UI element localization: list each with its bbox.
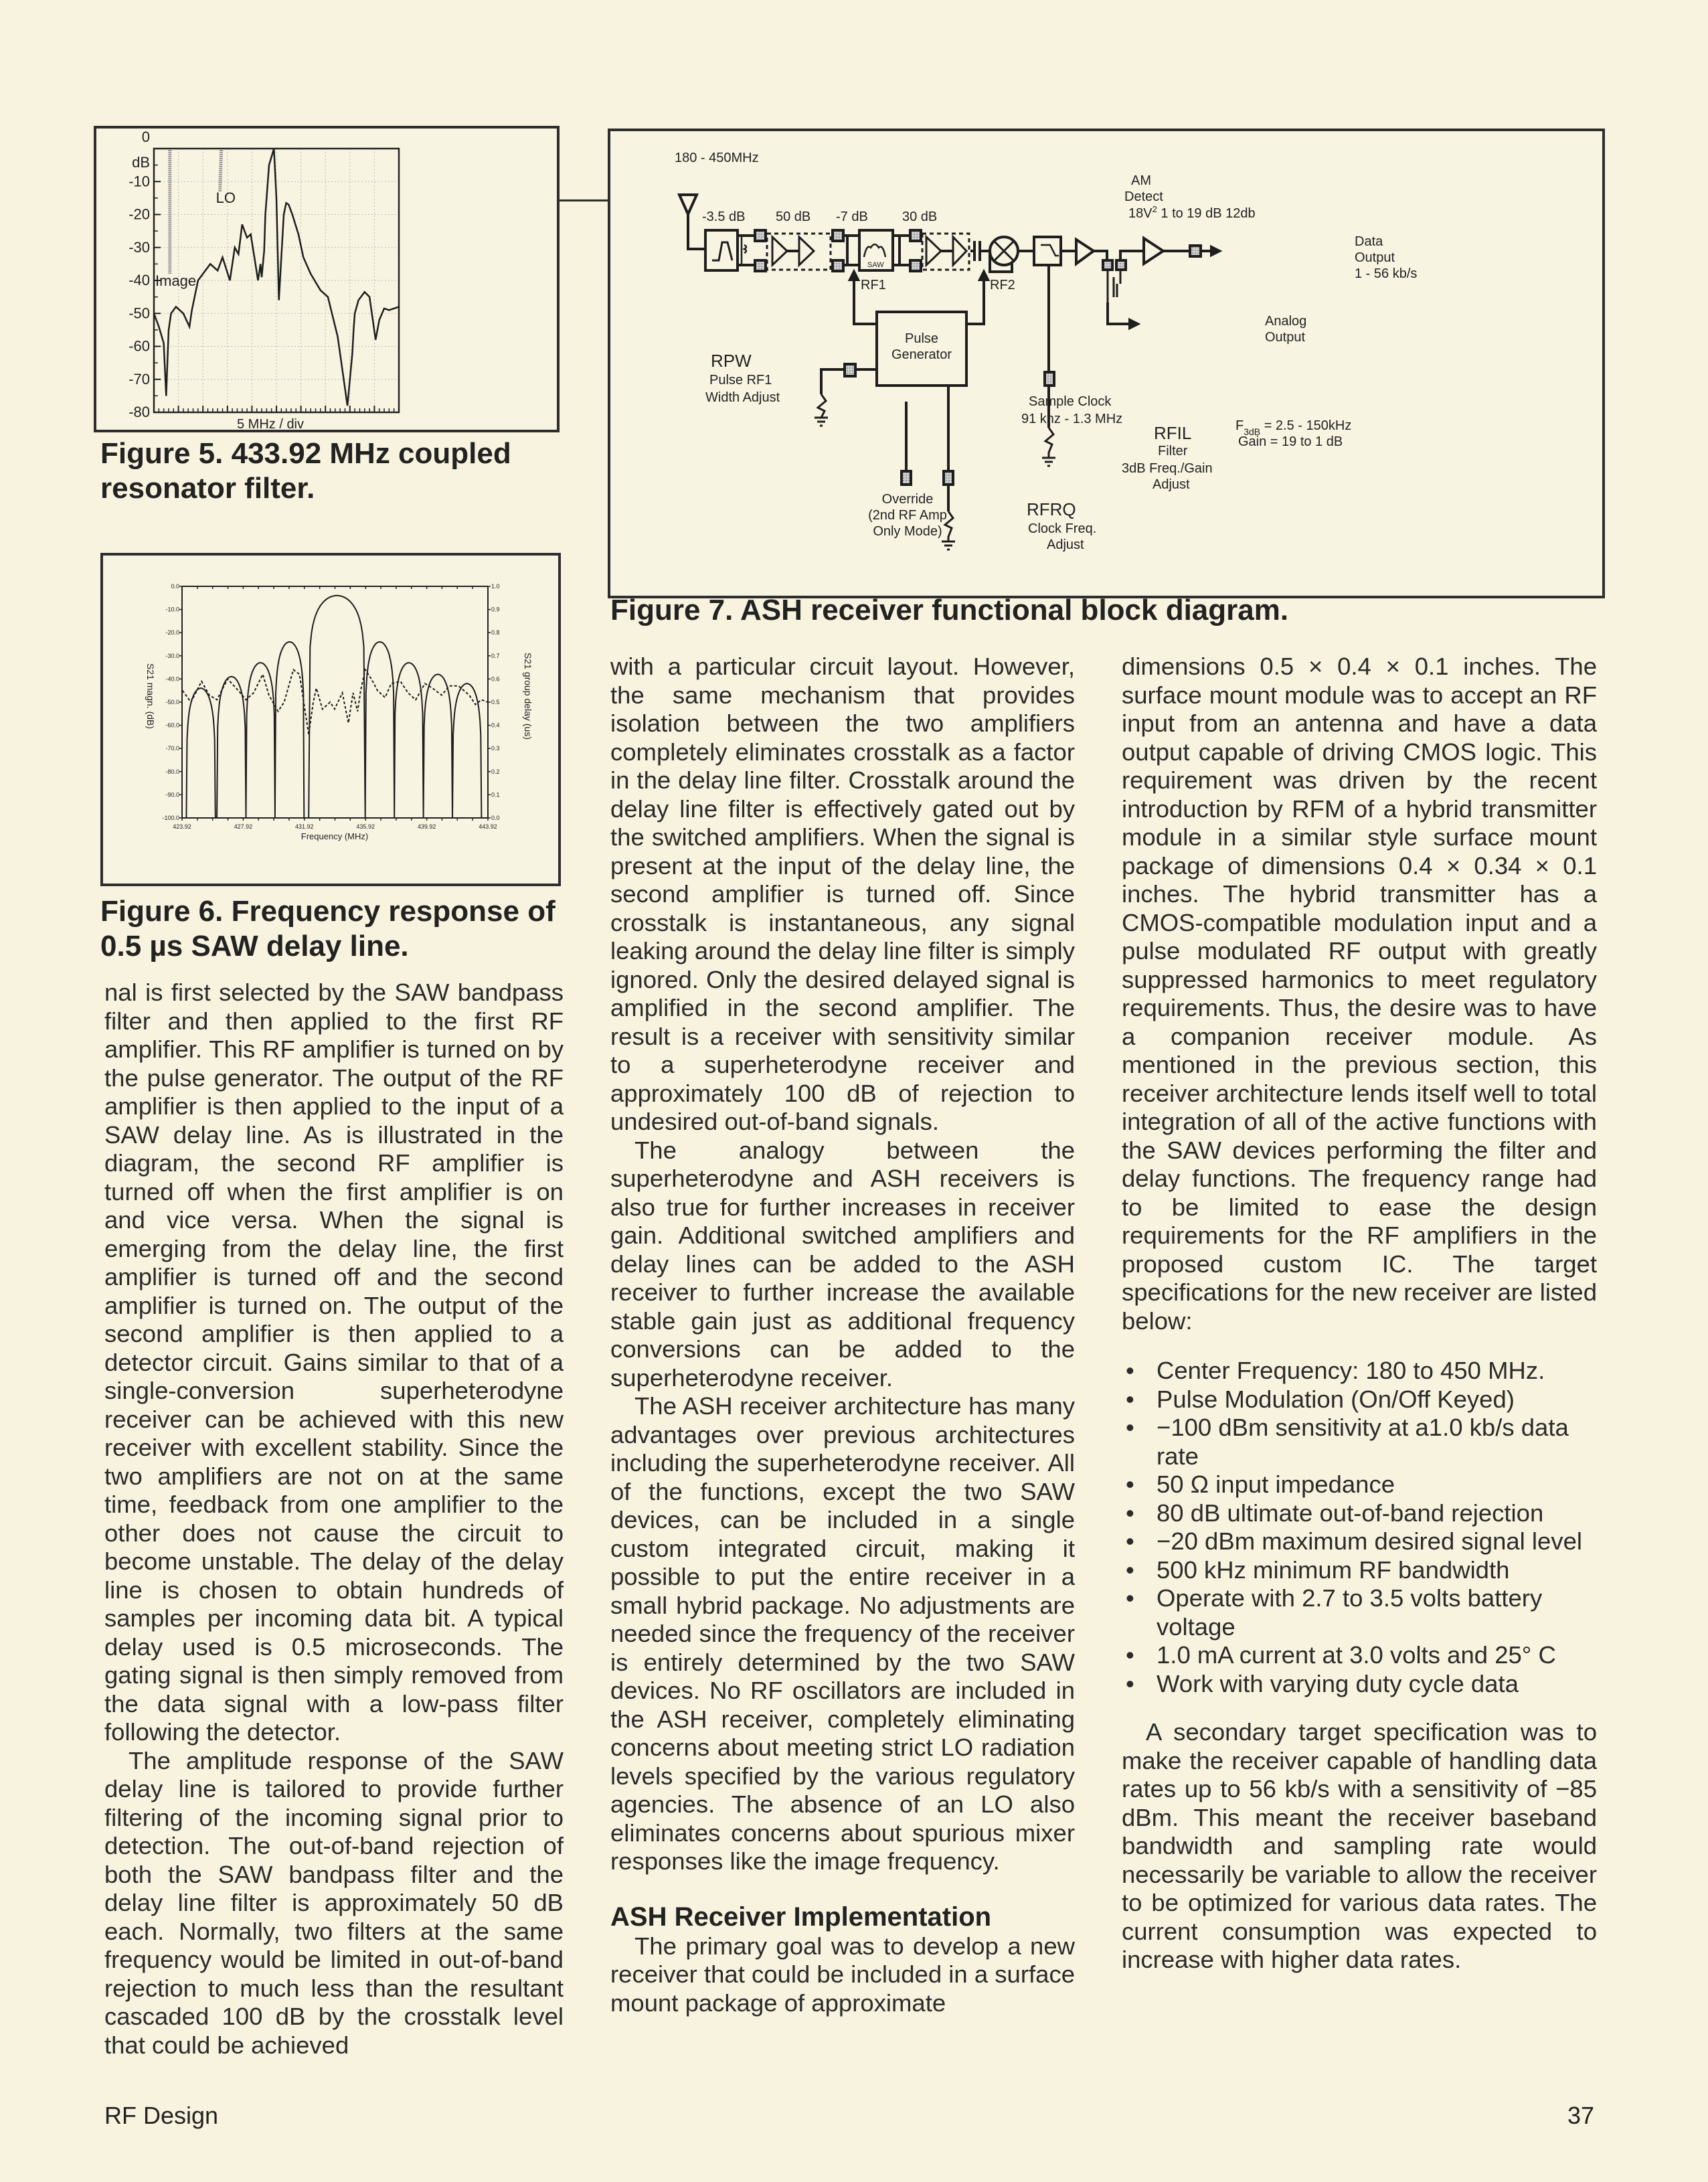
spec-item [1122, 1386, 1597, 1414]
rpw-desc-2: Width Adjust [705, 390, 780, 405]
rfrq-desc-2: Adjust [1047, 537, 1084, 552]
spec-text: 50 Ω input impedance [1157, 1471, 1395, 1498]
pad [1045, 372, 1054, 386]
rfrq-desc-1: Clock Freq. [1028, 521, 1097, 536]
rpw-label: RPW [711, 351, 752, 371]
fig6-ytick-right-label: 0.0 [491, 815, 500, 821]
figure-6-chart [103, 556, 558, 884]
fig6-ytick-right-label: 0.1 [491, 791, 500, 799]
bullet-icon: • [1126, 1414, 1134, 1441]
section-heading: ASH Receiver Implementation [610, 1902, 992, 1932]
gain-bpf: -3.5 dB [702, 209, 746, 224]
fig5-label-image: Image [155, 272, 197, 289]
bullet-icon: • [1126, 1641, 1134, 1669]
fig6-series-magnitude [186, 596, 481, 818]
footer-page-number: 37 [1567, 2102, 1595, 2129]
pad [902, 471, 911, 485]
fig6-xtick-label: 443.92 [479, 823, 497, 830]
bullet-icon: • [1126, 1471, 1134, 1498]
figure-7-frame [608, 129, 1605, 598]
fig6-xtick-label: 423.92 [173, 823, 191, 830]
analog-output-label-2: Output [1265, 330, 1306, 345]
fig5-x-label: 5 MHz / div [236, 417, 305, 430]
spec-text: 1.0 mA current at 3.0 volts and 25° C [1157, 1641, 1556, 1669]
bullet-icon: • [1126, 1556, 1134, 1584]
fig6-ytick-label: -70.0 [165, 745, 179, 752]
fig6-ytick-right-label: 0.7 [491, 652, 500, 659]
spec-text: 80 dB ultimate out-of-band rejection [1157, 1499, 1544, 1527]
rfil-desc-1: Filter [1158, 444, 1188, 458]
am-label: AM [1131, 173, 1151, 188]
am-gain-label: $18V^2$ 1 to 19 dB 12db [1128, 204, 1256, 221]
rf2-label: RF2 [990, 278, 1015, 292]
bandpass-icon [712, 242, 732, 260]
baseband-amp-icon [1076, 240, 1094, 264]
fig6-ytick-label: -50.0 [165, 699, 179, 705]
spec-item [1122, 1527, 1597, 1556]
pad [944, 471, 953, 485]
bullet-icon: • [1126, 1385, 1134, 1413]
fig6-ytick-right-label: 0.3 [491, 745, 500, 752]
spec-item [1122, 1670, 1597, 1699]
spec-item [1122, 1584, 1597, 1641]
fig5-ytick-label: -60 [129, 337, 150, 355]
fig6-ytick-label: -20.0 [165, 629, 179, 637]
spec-text: Center Frequency: 180 to 450 MHz. [1157, 1357, 1545, 1384]
pulse-gen-label-2: Generator [891, 347, 952, 362]
ground-icon [1042, 458, 1055, 466]
rf1-control-arrow [850, 272, 858, 280]
fig6-ytick-label: -60.0 [165, 722, 179, 729]
rf2-control-arrow [980, 272, 988, 280]
rfil-desc-2: 3dB Freq./Gain [1122, 461, 1213, 476]
pad [1116, 260, 1126, 270]
fig5-lo-marker [220, 150, 222, 191]
fig5-ytick-label: -40 [129, 272, 150, 288]
fig6-xtick-label: 431.92 [295, 823, 314, 830]
body-paragraph: dimensions 0.5 × 0.4 × 0.1 inches. The surface mount module was to accept an RF input from an antenna and have a data output capable of driving CMOS logic. This requirement was driven by the recent introduction by RFM of a hybrid transmitter module in a similar style surface mount package of dimensions 0.4 × 0.34 × 0.1 inches. The hybrid transmitter has a CMOS-compatible modulation input and a pulse modulated RF output with greatly suppressed harmonics to meet regulatory requirements. Thus, the desire was to have a companion receiver module. As mentioned in the previous section, this receiver architecture lends itself well to total integration of all of the active functions with the SAW devices performing the filter and delay functions. The frequency range had to be limited to ease the design requirements for the RF amplifiers in the proposed custom IC. The target specifications for the new receiver are listed below: [1122, 653, 1597, 1335]
body-paragraph: The ASH receiver architecture has many advantages over previous architectures including the superheterodyne receiver. All of the functions, except the two SAW devices, can be included in a single custom integrated circuit, making it possible to put the entire receiver in a small hybrid package. No adjustments are needed since the frequency of the receiver is entirely determined by the two SAW devices. No RF oscillators are included in the ASH receiver, completely eliminating concerns about meeting strict LO radiation levels specified by the various regulatory agencies. The absence of an LO also eliminates concerns about spurious mixer responses like the image frequency. [610, 1392, 1075, 1875]
fig6-ytick-label: -80.0 [165, 768, 179, 775]
lowpass-icon [1041, 245, 1059, 256]
pad [1103, 260, 1112, 270]
body-paragraph: The analogy between the superheterodyne and ASH receivers is also true for further increases in receiver gain. Additional switched amplifiers and delay lines can be added to the ASH receiver to further increase the available stable gain just as additional frequency conversions can be added to the superheterodyne receiver. [610, 1136, 1075, 1392]
bullet-icon: • [1126, 1357, 1134, 1384]
sample-clock-range: 91 khz - 1.3 MHz [1021, 412, 1123, 426]
gain-rf2: 30 dB [902, 209, 938, 224]
override-label-1: Override [881, 492, 934, 507]
analog-output-arrow [1130, 320, 1138, 328]
footer-publication: RF Design [104, 2102, 219, 2129]
fig6-ytick-label: -90.0 [165, 791, 179, 799]
rf1-amplifier-icon-a [772, 237, 787, 265]
sample-clock-label: Sample Clock [1029, 394, 1112, 409]
body-paragraph: The amplitude response of the SAW delay line is tailored to provide further filtering of the incoming signal prior to detection. The out-of-band rejection of both the SAW bandpass filter and the delay line filter is approximately 50 dB each. Normally, two filters at the same frequency would be limited in out-of-band rejection to much less than the resultant cascaded 100 dB by the crosstalk level that could be achieved [104, 1746, 564, 2059]
figure-7-caption: Figure 7. ASH receiver functional block diagram. [610, 594, 1289, 626]
data-slicer-icon [1144, 238, 1163, 264]
fig6-ytick-right-label: 0.6 [491, 675, 500, 683]
spec-text: Pulse Modulation (On/Off Keyed) [1157, 1385, 1515, 1413]
pad [833, 260, 843, 271]
rf1-amplifier-icon-b [799, 237, 814, 265]
body-paragraph: The primary goal was to develop a new receiver that could be included in a surface mount package of approximate [610, 1932, 1075, 2017]
fig5-ytick-label: -50 [129, 305, 150, 322]
rfrq-label: RFRQ [1027, 499, 1076, 519]
rpw-resistor-icon [818, 394, 826, 418]
fig6-ytick-right-label: 0.5 [491, 699, 500, 705]
pad [910, 230, 921, 241]
analog-output-label-1: Analog [1265, 314, 1307, 329]
fig6-x-label: Frequency (MHz) [301, 831, 369, 841]
override-label-2: (2nd RF Amp [868, 508, 947, 523]
fig6-ytick-label: -30.0 [165, 652, 179, 659]
fig6-ytick-label: -10.0 [165, 606, 179, 613]
column-right [1122, 653, 1597, 1975]
ground-icon [942, 541, 955, 550]
detect-label: Detect [1124, 189, 1163, 204]
bullet-icon: • [1126, 1499, 1134, 1527]
data-output-label-2: Output [1355, 250, 1395, 265]
spec-text: Work with varying duty cycle data [1157, 1669, 1519, 1697]
figure-5-frame [94, 126, 560, 432]
spec-item [1122, 1357, 1597, 1386]
figure-connector-line [557, 199, 610, 201]
fig6-xtick-label: 435.92 [356, 823, 375, 830]
pad [845, 364, 855, 376]
spec-item [1122, 1641, 1597, 1670]
f3db-label: $F_{3dB} = 2.5 - 150kHz$ [1235, 418, 1352, 437]
pad [1190, 246, 1201, 256]
pulse-gen-label-1: Pulse [904, 331, 939, 346]
body-paragraph: A secondary target specification was to make the receiver capable of handling data rates up to 56 kb/s with a sensitivity of −85 dBm. This meant the receiver baseband bandwidth and sampling rate would necessarily be variable to allow the receiver to be optimized for various data rates. The current consumption was expected to increase with higher data rates. [1122, 1718, 1597, 1973]
fig5-ytick-label: -20 [129, 205, 150, 223]
spec-text: −100 dBm sensitivity at a1.0 kb/s data rate [1157, 1414, 1569, 1470]
fig6-xtick-label: 427.92 [234, 823, 253, 830]
fig6-ytick-label: 0.0 [171, 583, 179, 590]
figure-5-caption: Figure 5. 433.92 MHz coupled resonator filter. [100, 437, 511, 505]
ground-icon [815, 418, 828, 426]
rf1-label: RF1 [861, 278, 886, 292]
bullet-icon: • [1126, 1584, 1134, 1612]
fig5-ytick-label: -70 [129, 370, 150, 388]
column-middle [610, 653, 1075, 2017]
pad [910, 260, 921, 271]
column-left [104, 979, 564, 2060]
spec-item [1122, 1556, 1597, 1585]
override-label-3: Only Mode) [873, 524, 942, 539]
fig6-xtick-label: 439.92 [417, 823, 436, 830]
fig6-y-label-right: S21 group delay (us) [523, 653, 533, 740]
figure-5-chart [96, 129, 557, 430]
fig5-ytick-label: -10 [129, 173, 150, 190]
pad [755, 260, 766, 271]
gain-range-label: Gain = 19 to 1 dB [1238, 434, 1343, 449]
saw-response-icon [864, 244, 885, 257]
spec-text: 500 kHz minimum RF bandwidth [1157, 1556, 1510, 1584]
fig6-ytick-label: -100.0 [162, 815, 179, 821]
figure-6-frame [100, 553, 561, 886]
fig6-ytick-right-label: 0.4 [491, 722, 500, 729]
pad [833, 230, 843, 241]
spec-list [1122, 1357, 1597, 1698]
band-label: 180 - 450MHz [675, 151, 759, 165]
pad [755, 230, 766, 241]
rf2-amplifier-icon-b [953, 237, 966, 265]
fig6-ytick-right-label: 0.9 [491, 606, 500, 613]
gain-saw: -7 dB [836, 209, 868, 224]
inductor-icon [742, 236, 746, 265]
lowpass-filter-block [1034, 237, 1061, 265]
spec-item [1122, 1499, 1597, 1528]
block-diagram [610, 131, 1602, 596]
fig6-ytick-right-label: 1.0 [491, 583, 500, 590]
rpw-desc-1: Pulse RF1 [709, 373, 772, 388]
fig5-y-unit: dB [132, 154, 150, 171]
fig5-ytick-label: -30 [129, 238, 150, 256]
spec-item [1122, 1471, 1597, 1499]
fig5-ytick-label: -80 [129, 404, 150, 420]
body-paragraph: with a particular circuit layout. However, the same mechanism that provides isolation between the two amplifiers completely eliminates crosstalk as a factor in the delay line filter. Crosstalk around the delay line filter is effectively gated out by the switched amplifiers. When the signal is present at the input of the delay line, the second amplifier is turned off. Since crosstalk is instantaneous, any signal leaking around the delay line filter is simply ignored. Only the desired delayed signal is amplified in the second amplifier. The result is a receiver with sensitivity similar to a superheterodyne receiver and approximately 100 dB of rejection to undesired out-of-band signals. [610, 653, 1075, 1135]
rfil-label: RFIL [1154, 423, 1192, 443]
saw-label: SAW [867, 261, 884, 269]
rfil-desc-3: Adjust [1152, 477, 1190, 492]
spec-text: Operate with 2.7 to 3.5 volts battery voltage [1157, 1584, 1543, 1641]
spec-item [1122, 1414, 1597, 1471]
capacitor-icon [1108, 270, 1120, 303]
data-output-label-1: Data [1355, 234, 1383, 249]
capacitor-icon [970, 241, 990, 261]
fig6-y-label-left: S21 magn. (dB) [145, 663, 156, 730]
bullet-icon: • [1126, 1527, 1134, 1555]
fig6-series-group-delay [183, 670, 488, 735]
rfil-resistor-icon [1045, 428, 1053, 458]
data-output-label-3: 1 - 56 kb/s [1355, 266, 1418, 281]
data-output-arrow [1211, 247, 1219, 255]
fig5-label-lo: LO [216, 189, 236, 206]
gain-rf1: 50 dB [776, 209, 811, 224]
fig6-ytick-label: -40.0 [165, 675, 179, 683]
fig6-ytick-right-label: 0.8 [491, 629, 500, 637]
rf2-amplifier-icon-a [926, 237, 941, 265]
spec-text: −20 dBm maximum desired signal level [1157, 1527, 1582, 1555]
body-paragraph: nal is first selected by the SAW bandpass filter and then applied to the first RF amplifier. This RF amplifier is turned on by the pulse generator. The output of the RF amplifier is then applied to the input of a SAW delay line. As is illustrated in the diagram, the second RF amplifier is turned off when the first amplifier is on and vice versa. When the signal is emerging from the delay line, the first amplifier is turned off and the second amplifier is turned on. The output of the second amplifier is then applied to a detector circuit. Gains similar to that of a single-conversion superheterodyne receiver can be achieved with this new receiver with excellent stability. Since the two amplifiers are not on at the same time, feedback from one amplifier to the other does not cause the circuit to become unstable. The delay of the delay line is chosen to obtain hundreds of samples per incoming data bit. A typical delay used is 0.5 microseconds. The gating signal is then simply removed from the data signal with a low-pass filter following the detector. [104, 979, 564, 1746]
fig5-ytick-label: 0 [141, 129, 150, 145]
figure-6-caption: Figure 6. Frequency response of 0.5 µs SAW delay line. [100, 895, 556, 962]
bullet-icon: • [1126, 1669, 1134, 1697]
fig6-ytick-right-label: 0.2 [491, 768, 500, 775]
